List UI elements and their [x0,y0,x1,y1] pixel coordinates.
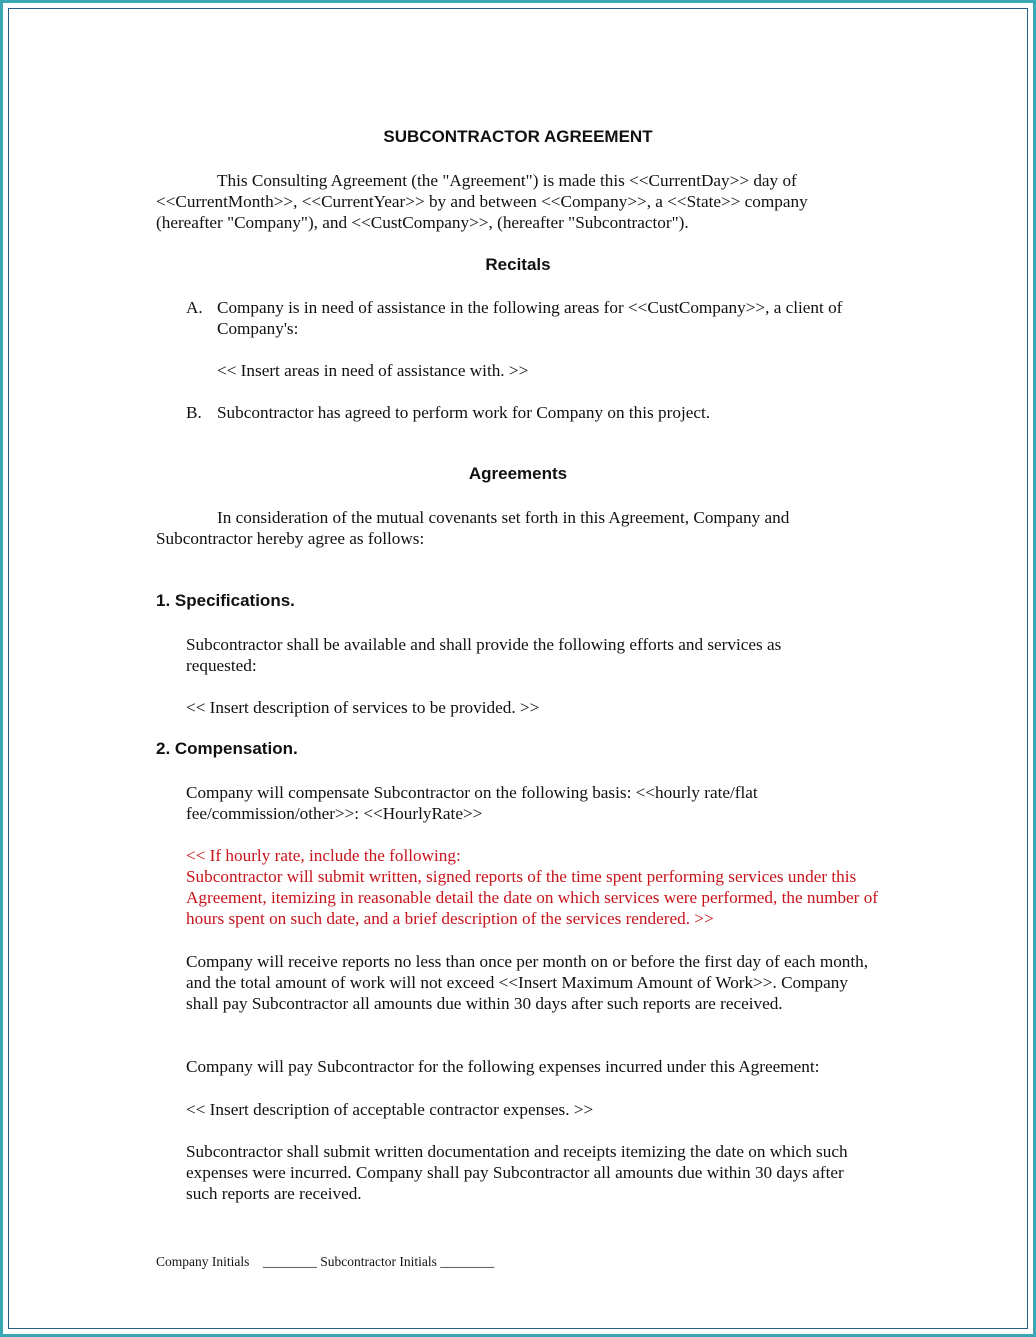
specifications-placeholder: << Insert description of services to be provided. >> [186,698,540,717]
compensation-heading: 2. Compensation. [156,739,298,758]
specifications-body: Subcontractor shall be available and shall provide the following efforts and services as requested: [186,635,782,675]
recitals-heading: Recitals [485,255,551,274]
compensation-basis: Company will compensate Subcontractor on the following basis: <<hourly rate/flat fee/commission/other>>: <<HourlyRate>> [186,783,758,823]
agreements-intro: In consideration of the mutual covenants set forth in this Agreement, Company and Subcontractor hereby agree as follows: [156,508,790,548]
expenses-placeholder: << Insert description of acceptable contractor expenses. >> [186,1100,594,1119]
recital-a-placeholder: << Insert areas in need of assistance with. >> [217,361,529,380]
hourly-note-body: Subcontractor will submit written, signed reports of the time spent performing services under this Agreement, itemizing in reasonable detail the date on which services were performed, the number of hours spent on such date, and a brief description of the services rendered. >> [186,867,879,928]
recital-b-marker: B. [186,403,202,422]
hourly-note-line1: << If hourly rate, include the following: [186,846,461,865]
intro-paragraph: This Consulting Agreement (the "Agreement") is made this <<CurrentDay>> day of <<CurrentMonth>>, <<CurrentYear>> by and between <<Company>>, a <<State>> company (hereafter "Company"), and <<CustCompany>>, (hereafter "Subcontractor"). [156,171,808,232]
recital-a-text: Company is in need of assistance in the following areas for <<CustCompany>>, a client of Company's: [217,298,843,338]
compensation-expenses: Company will pay Subcontractor for the following expenses incurred under this Agreement: [186,1057,820,1076]
recital-a-marker: A. [186,298,203,317]
agreements-heading: Agreements [468,464,568,483]
compensation-documentation: Subcontractor shall submit written documentation and receipts itemizing the date on which such expenses were incurred. Company shall pay Subcontractor all amounts due within 30 days after such reports are received. [186,1142,848,1203]
initials-footer[interactable]: Company Initials ________ Subcontractor Initials ________ [156,1254,495,1269]
specifications-heading: 1. Specifications. [156,591,295,610]
document-title: SUBCONTRACTOR AGREEMENT [383,127,653,146]
recital-b-text: Subcontractor has agreed to perform work for Company on this project. [217,403,711,422]
compensation-reports: Company will receive reports no less than once per month on or before the first day of each month, and the total amount of work will not exceed <<Insert Maximum Amount of Work>>. Company shall pay Subcontractor all amounts due within 30 days after such reports are received. [186,952,869,1013]
